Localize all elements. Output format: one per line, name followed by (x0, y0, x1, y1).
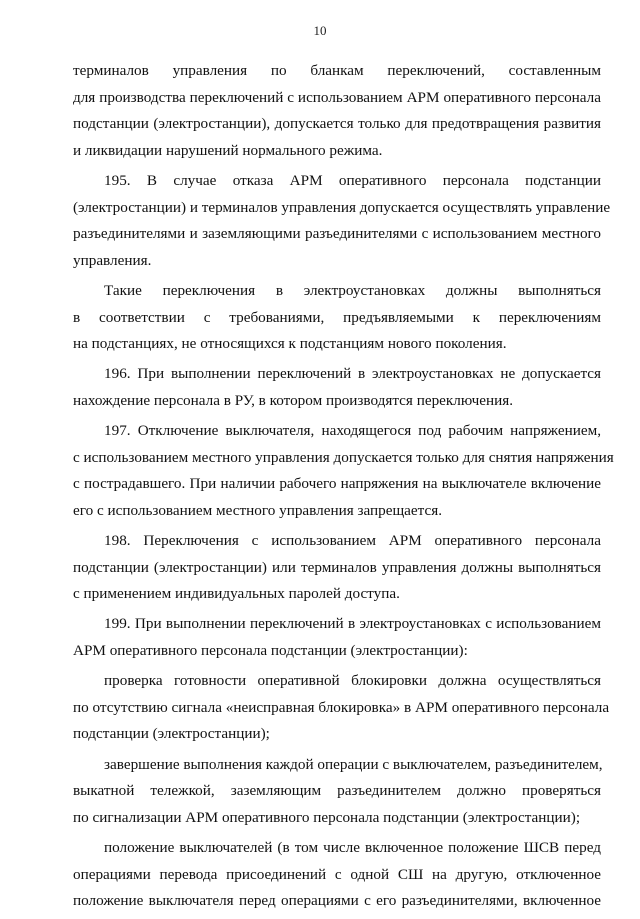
text-line: положение выключателя перед операциями с его разъединителями, включенное (73, 892, 601, 910)
paragraph-p195 (73, 168, 611, 274)
document-body (73, 58, 614, 918)
text-line: (электростанции) и терминалов управления допускается осуществлять управление (73, 198, 611, 216)
text-line: выкатной тележкой, заземляющим разъединителем должно проверяться (73, 782, 601, 800)
text-line: его с использованием местного управления запрещается. (73, 501, 443, 519)
paragraph-p199a (73, 668, 610, 748)
text-line: на подстанциях, не относящихся к подстанциям нового поколения. (73, 335, 507, 353)
paragraph-p197 (73, 418, 614, 524)
paragraph-p198 (73, 528, 601, 608)
text-line: 195. В случае отказа АРМ оперативного персонала подстанции (104, 171, 601, 189)
page-number: 10 (313, 23, 327, 38)
text-line: АРМ оперативного персонала подстанции (электростанции): (73, 642, 468, 660)
paragraph-p196 (73, 361, 601, 414)
paragraph-p199 (73, 611, 601, 664)
paragraph-p199b (73, 752, 601, 832)
text-line: 196. При выполнении переключений в электроустановках не допускается (104, 365, 601, 383)
text-line: положение выключателей (в том числе включенное положение ШСВ перед (104, 838, 601, 856)
text-line: нахождение персонала в РУ, в котором производятся переключения. (73, 391, 514, 409)
text-line: и ликвидации нарушений нормального режима. (73, 141, 383, 159)
text-line: с использованием местного управления допускается только для снятия напряжения (73, 448, 614, 466)
text-line: 197. Отключение выключателя, находящегося под рабочим напряжением, (104, 422, 601, 440)
text-line: для производства переключений с использованием АРМ оперативного персонала (73, 88, 601, 106)
paragraph-p1 (73, 58, 601, 164)
text-line: по сигнализации АРМ оперативного персонала подстанции (электростанции); (73, 808, 581, 826)
text-line: подстанции (электростанции), допускается только для предотвращения развития (73, 115, 601, 133)
text-line: 199. При выполнении переключений в электроустановках с использованием (104, 615, 601, 633)
text-line: терминалов управления по бланкам переключений, составленным (73, 62, 601, 79)
text-line: управления. (73, 251, 152, 269)
paragraph-p199c (73, 835, 601, 915)
text-line: операциями перевода присоединений с одной СШ на другую, отключенное (73, 865, 601, 883)
paragraph-p195b (73, 278, 601, 358)
text-line: подстанции (электростанции) или терминалов управления должны выполняться (73, 558, 601, 576)
text-line: подстанции (электростанции); (73, 725, 270, 743)
text-line: Такие переключения в электроустановках должны выполняться (104, 281, 601, 299)
text-line: проверка готовности оперативной блокировки должна осуществляться (104, 672, 601, 690)
text-line: разъединителями и заземляющими разъединителями с использованием местного (73, 225, 601, 243)
text-line: в соответствии с требованиями, предъявляемыми к переключениям (73, 308, 601, 326)
text-line: с применением индивидуальных паролей доступа. (73, 585, 400, 603)
text-line: 198. Переключения с использованием АРМ оперативного персонала (104, 532, 601, 550)
text-line: по отсутствию сигнала «неисправная блокировка» в АРМ оперативного персонала (73, 698, 610, 716)
text-line: с пострадавшего. При наличии рабочего напряжения на выключателе включение (73, 475, 601, 493)
text-line: завершение выполнения каждой операции с выключателем, разъединителем, (104, 755, 603, 773)
